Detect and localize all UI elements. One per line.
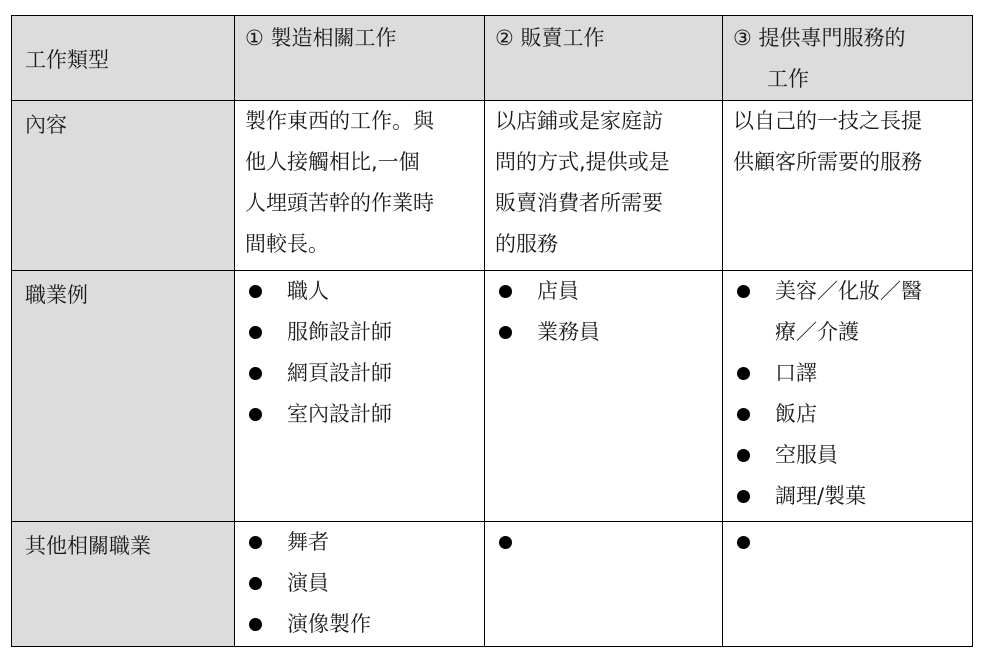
related-services <box>723 522 973 647</box>
row-header-content: 內容 <box>12 101 235 271</box>
list-item: 演員 <box>245 563 476 604</box>
header-manufacturing: ① 製造相關工作 <box>235 16 485 101</box>
row-header-examples: 職業例 <box>12 271 235 522</box>
content-manufacturing <box>235 101 485 271</box>
related-sales <box>485 522 723 647</box>
content-sales <box>485 101 723 271</box>
list-item: 網頁設計師 <box>245 353 476 394</box>
list-item: 業務員 <box>495 312 714 353</box>
bullet-icon <box>737 408 750 421</box>
header-services: ③ 提供專門服務的 工作 <box>723 16 973 101</box>
list-item: 調理/製菓 <box>733 476 964 517</box>
list-item: 職人 <box>245 271 476 312</box>
bullet-icon <box>249 618 262 631</box>
examples-manufacturing <box>235 271 485 522</box>
text-line: 供顧客所需要的服務 <box>733 150 922 174</box>
list-item: 口譯 <box>733 353 964 394</box>
examples-services <box>723 271 973 522</box>
text-line: 以自己的一技之長提 <box>733 109 922 133</box>
list-item: 室內設計師 <box>245 394 476 435</box>
related-manufacturing <box>235 522 485 647</box>
bullet-icon <box>249 326 262 339</box>
text-line: 他人接觸相比,一個 <box>245 150 420 174</box>
content-services <box>723 101 973 271</box>
bullet-icon <box>737 367 750 380</box>
row-header-job-type: 工作類型 <box>12 16 235 101</box>
bullet-icon <box>249 536 262 549</box>
bullet-icon <box>249 408 262 421</box>
header-sales: ② 販賣工作 <box>485 16 723 101</box>
text-line: 以店鋪或是家庭訪 <box>495 109 663 133</box>
header-row <box>12 16 973 101</box>
list-item: 演像製作 <box>245 604 476 645</box>
row-header-related: 其他相關職業 <box>12 522 235 647</box>
text-line: 間較長。 <box>245 232 329 256</box>
list-item: 服飾設計師 <box>245 312 476 353</box>
bullet-icon <box>249 577 262 590</box>
related-row <box>12 522 973 647</box>
list-item: 舞者 <box>245 522 476 563</box>
text-line: 問的方式,提供或是 <box>495 150 670 174</box>
text-line: 的服務 <box>495 232 558 256</box>
bullet-icon <box>499 536 512 549</box>
bullet-icon <box>737 449 750 462</box>
bullet-icon <box>737 285 750 298</box>
text-line: 製作東西的工作。與 <box>245 109 434 133</box>
content-row <box>12 101 973 271</box>
list-item: 飯店 <box>733 394 964 435</box>
bullet-icon <box>737 490 750 503</box>
text-line: 人埋頭苦幹的作業時 <box>245 191 434 215</box>
examples-row <box>12 271 973 522</box>
bullet-icon <box>499 326 512 339</box>
bullet-icon <box>737 536 750 549</box>
bullet-icon <box>249 367 262 380</box>
job-type-table <box>11 15 973 647</box>
bullet-icon <box>499 285 512 298</box>
list-item: 店員 <box>495 271 714 312</box>
list-item: 美容／化妝／醫 療／介護 <box>733 271 964 353</box>
examples-sales <box>485 271 723 522</box>
bullet-icon <box>249 285 262 298</box>
list-item: 空服員 <box>733 435 964 476</box>
text-line: 販賣消費者所需要 <box>495 191 663 215</box>
